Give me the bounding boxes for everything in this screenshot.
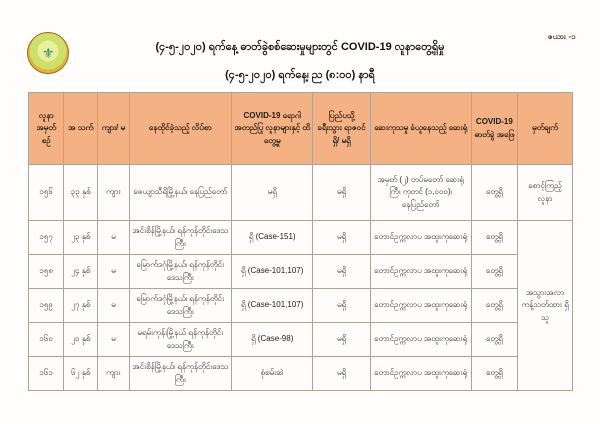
cell-age: ၂၀ နှစ်: [64, 323, 98, 357]
cell-address: မြောက်ဒဂုံမြို့နယ်၊ ရန်ကုန်တိုင်းဒေသကြီး: [129, 255, 231, 289]
column-header-lab-result: COVID-19 ဓာတ်ခွဲ အဖြေ: [471, 93, 517, 165]
column-header-patient-no: လူနာ အမှတ် စဉ်: [29, 93, 64, 165]
cell-hospital: တောင်ဥက္ကလာပ အထူးကုဆေးရုံ: [370, 255, 471, 289]
cell-address: မရမ်းကုန်းမြို့နယ် ရန်ကုန်တိုင်းဒေသကြီး: [129, 323, 231, 357]
cell-result: တွေ့ရှိ: [471, 165, 517, 221]
cell-contact: ရှိ (Case-98): [231, 323, 313, 357]
cell-sex: ကျား: [98, 357, 130, 391]
cell-address: အင်းစိန်မြို့နယ်၊ ရန်ကုန်တိုင်းဒေသကြီး: [129, 357, 231, 391]
cell-travel: မရှိ: [313, 289, 370, 323]
cell-remark-merged: အသွားအလာ ကန့်သတ်ထား ရှိသူ: [518, 221, 573, 391]
cell-remark: စောင့်ကြည့် လူနာ: [518, 165, 573, 221]
cell-address: မြောက်ဒဂုံမြို့နယ်၊ ရန်ကုန်တိုင်းဒေသကြီး: [129, 289, 231, 323]
cell-result: တွေ့ရှိ: [471, 221, 517, 255]
cell-age: ၂၇ နှစ်: [64, 289, 98, 323]
cell-result: တွေ့ရှိ: [471, 255, 517, 289]
cell-patient-no: ၁၅၉: [29, 289, 64, 323]
cell-sex: မ: [98, 289, 130, 323]
cell-hospital: တောင်ဥက္ကလာပ အထူးကုဆေးရုံ: [370, 323, 471, 357]
column-header-remark: မှတ်ချက်: [518, 93, 573, 165]
cell-patient-no: ၁၅၈: [29, 255, 64, 289]
cell-age: ၃၃ နှစ်: [64, 165, 98, 221]
cell-contact: ရှိ (Case-101,107): [231, 255, 313, 289]
cell-patient-no: ၁၅၆: [29, 165, 64, 221]
cell-sex: မ: [98, 255, 130, 289]
cell-sex: မ: [98, 221, 130, 255]
page-subtitle: (၄-၅-၂၀၂၀) ရက်နေ့၊ ည (၈:၀၀) နာရီ: [225, 69, 375, 81]
cell-hospital: တောင်ဥက္ကလာပ အထူးကုဆေးရုံ: [370, 289, 471, 323]
covid-patients-table-wrap: [28, 92, 573, 391]
cell-sex: မ: [98, 323, 130, 357]
cell-address: အင်းစိန်မြို့နယ်၊ ရန်ကုန်တိုင်းဒေသကြီး: [129, 221, 231, 255]
page-title: (၄-၅-၂၀၂၀) ရက်နေ့ ဓာတ်ခွဲစစ်ဆေးမှုများတွင် COVID-19 လူနာတွေ့ရှိမှု: [155, 41, 445, 53]
cell-result: တွေ့ရှိ: [471, 357, 517, 391]
peacock-emblem-icon: ⚜: [42, 45, 55, 61]
column-header-address: နေထိုင်ခဲ့သည့် လိပ်စာ: [129, 93, 231, 165]
covid-patients-table: [28, 92, 573, 391]
cell-patient-no: ၁၆၁: [29, 357, 64, 391]
column-header-travel-history: ပြည်ပသို့ ခရီးသွား ရာဇဝင် ရှိ/ မရှိ: [313, 93, 370, 165]
cell-patient-no: ၁၆၀: [29, 323, 64, 357]
column-header-hospital: ဆေးကုသမှု ခံယူနေသည့် ဆေးရုံ: [370, 93, 471, 165]
cell-travel: မရှိ: [313, 323, 370, 357]
table-row: [29, 323, 573, 357]
table-row: [29, 221, 573, 255]
table-row: [29, 289, 573, 323]
cell-contact: ရှိ (Case-101,107): [231, 289, 313, 323]
cell-hospital: အမှတ် (၂) တပ်မတော် ဆေးရုံကြီး ကုတင် (၁,၀၀၀)၊ နေပြည်တော်: [370, 165, 471, 221]
cell-contact: မရှိ: [231, 165, 313, 221]
cell-age: ၂၃ နှစ်: [64, 221, 98, 255]
cell-hospital: တောင်ဥက္ကလာပ အထူးကုဆေးရုံ: [370, 221, 471, 255]
table-row: [29, 165, 573, 221]
cell-contact: ရှိ (Case-151): [231, 221, 313, 255]
table-row: [29, 255, 573, 289]
cell-contact: စုံစမ်းဆဲ: [231, 357, 313, 391]
cell-result: တွေ့ရှိ: [471, 323, 517, 357]
column-header-sex: ကျား/ မ: [98, 93, 130, 165]
table-row: [29, 357, 573, 391]
cell-address: ဇေယျာသီရိမြို့နယ်၊ နေပြည်တော်: [129, 165, 231, 221]
column-header-age: အ သက်: [64, 93, 98, 165]
cell-hospital: တောင်ဥက္ကလာပ အထူးကုဆေးရုံ: [370, 357, 471, 391]
cell-travel: မရှိ: [313, 221, 370, 255]
table-number-tag: ဇယား -၁: [547, 32, 576, 41]
cell-travel: မရှိ: [313, 255, 370, 289]
cell-sex: ကျား: [98, 165, 130, 221]
title-block: [0, 40, 600, 84]
header-row: [29, 93, 573, 165]
cell-travel: မရှိ: [313, 165, 370, 221]
cell-patient-no: ၁၅၇: [29, 221, 64, 255]
cell-result: တွေ့ရှိ: [471, 289, 517, 323]
column-header-contact: COVID-19 ရောဂါ အတည်ပြု လူနာများနှင့် ထိတွေ့မှု: [231, 93, 313, 165]
cell-travel: မရှိ: [313, 357, 370, 391]
cell-age: ၂၄ နှစ်: [64, 255, 98, 289]
cell-age: ၆၂ နှစ်: [64, 357, 98, 391]
